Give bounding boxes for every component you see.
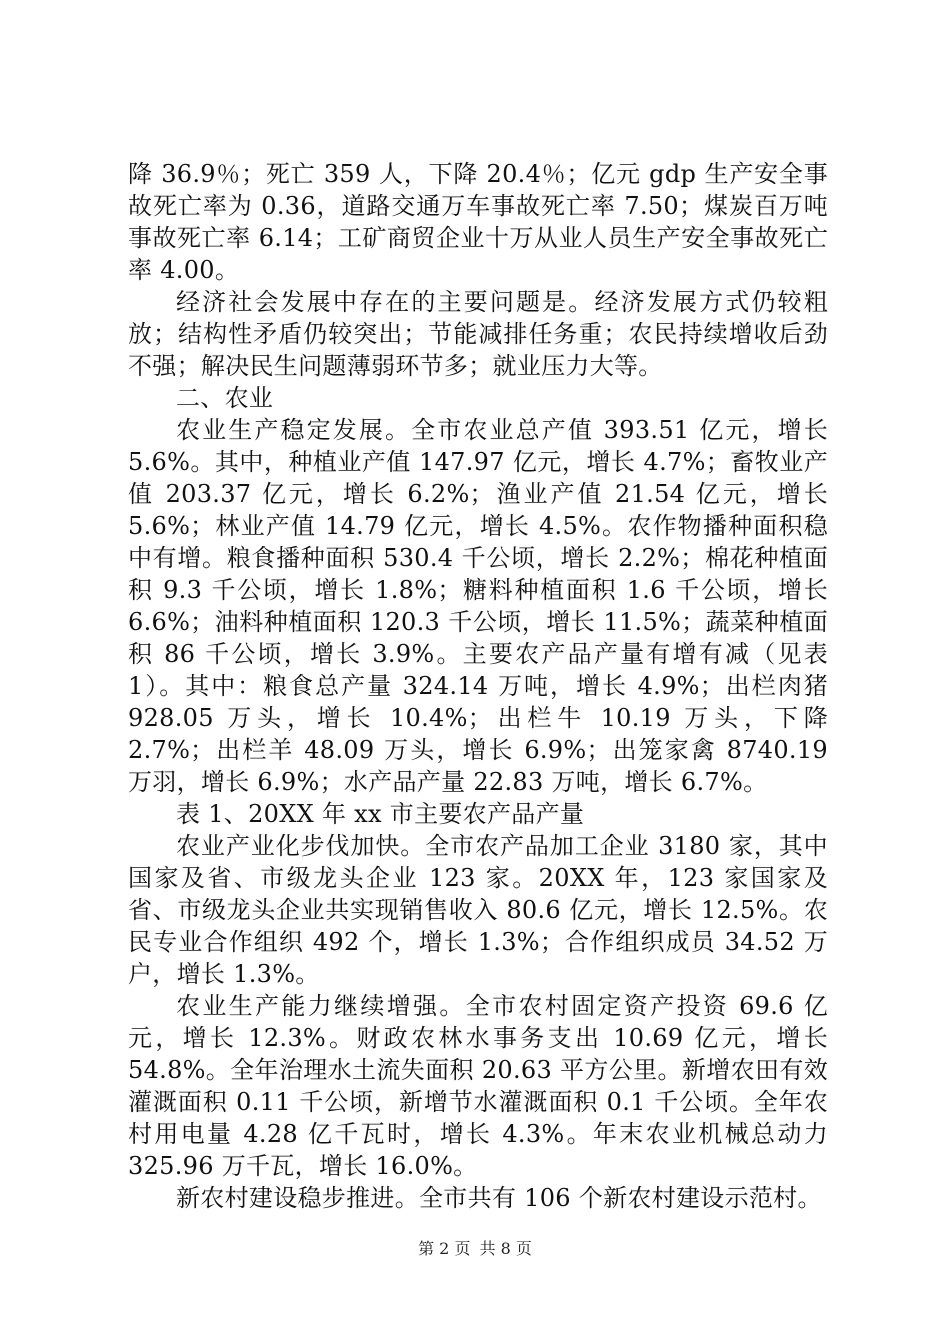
paragraph-main-problems: 经济社会发展中存在的主要问题是。经济发展方式仍较粗放；结构性矛盾仍较突出；节能减排任务重；农民持续增收后劲不强；解决民生问题薄弱环节多；就业压力大等。 <box>128 288 828 380</box>
paragraph-safety-stats: 降 36.9％；死亡 359 人，下降 20.4％；亿元 gdp 生产安全事故死亡率为 0.36，道路交通万车事故死亡率 7.50；煤炭百万吨事故死亡率 6.14；工矿商贸企业十万从业人员生产安全事故死亡率 4.00。 <box>128 160 828 284</box>
document-body <box>128 158 828 1214</box>
page-number: 第 2 页 <box>418 1239 471 1258</box>
table-caption: 表 1、20XX 年 xx 市主要农产品产量 <box>176 800 585 828</box>
paragraph-agri-capacity: 农业生产能力继续增强。全市农村固定资产投资 69.6 亿元，增长 12.3%。财政农林水事务支出 10.69 亿元，增长 54.8%。全年治理水土流失面积 20.63 平方公里。新增农田有效灌溉面积 0.11 千公顷，新增节水灌溉面积 0.1 千公顷。全年农村用电量 4.28 亿千瓦时，增长 4.3%。年末农业机械总动力 325.96 万千瓦，增长 16.0%。 <box>128 992 828 1180</box>
page-total: 共 8 页 <box>479 1239 532 1258</box>
section-heading-agriculture: 二、农业 <box>176 384 274 412</box>
paragraph-agri-industrialization: 农业产业化步伐加快。全市农产品加工企业 3180 家，其中国家及省、市级龙头企业 123 家。20XX 年，123 家国家及省、市级龙头企业共实现销售收入 80.6 亿元，增长 12.5%。农民专业合作组织 492 个，增长 1.3%；合作组织成员 34.52 万户，增长 1.3%。 <box>128 832 828 988</box>
paragraph-agri-production: 农业生产稳定发展。全市农业总产值 393.51 亿元，增长 5.6%。其中，种植业产值 147.97 亿元，增长 4.7%；畜牧业产值 203.37 亿元，增长 6.2%；渔业产值 21.54 亿元，增长 5.6%；林业产值 14.79 亿元，增长 4.5%。农作物播种面积稳中有增。粮食播种面积 530.4 千公顷，增长 2.2%；棉花种植面积 9.3 千公顷，增长 1.8%；糖料种植面积 1.6 千公顷，增长 6.6%；油料种植面积 120.3 千公顷，增长 11.5%；蔬菜种植面积 86 千公顷，增长 3.9%。主要农产品产量有增有减（见表 1）。其中：粮食总产量 324.14 万吨，增长 4.9%；出栏肉猪 928.05 万头，增长 10.4%；出栏牛 10.19 万头，下降 2.7%；出栏羊 48.09 万头，增长 6.9%；出笼家禽 8740.19 万羽，增长 6.9%；水产品产量 22.83 万吨，增长 6.7%。 <box>128 416 828 796</box>
page-footer <box>0 1239 950 1259</box>
paragraph-new-countryside: 新农村建设稳步推进。全市共有 106 个新农村建设示范村。 <box>176 1184 822 1212</box>
